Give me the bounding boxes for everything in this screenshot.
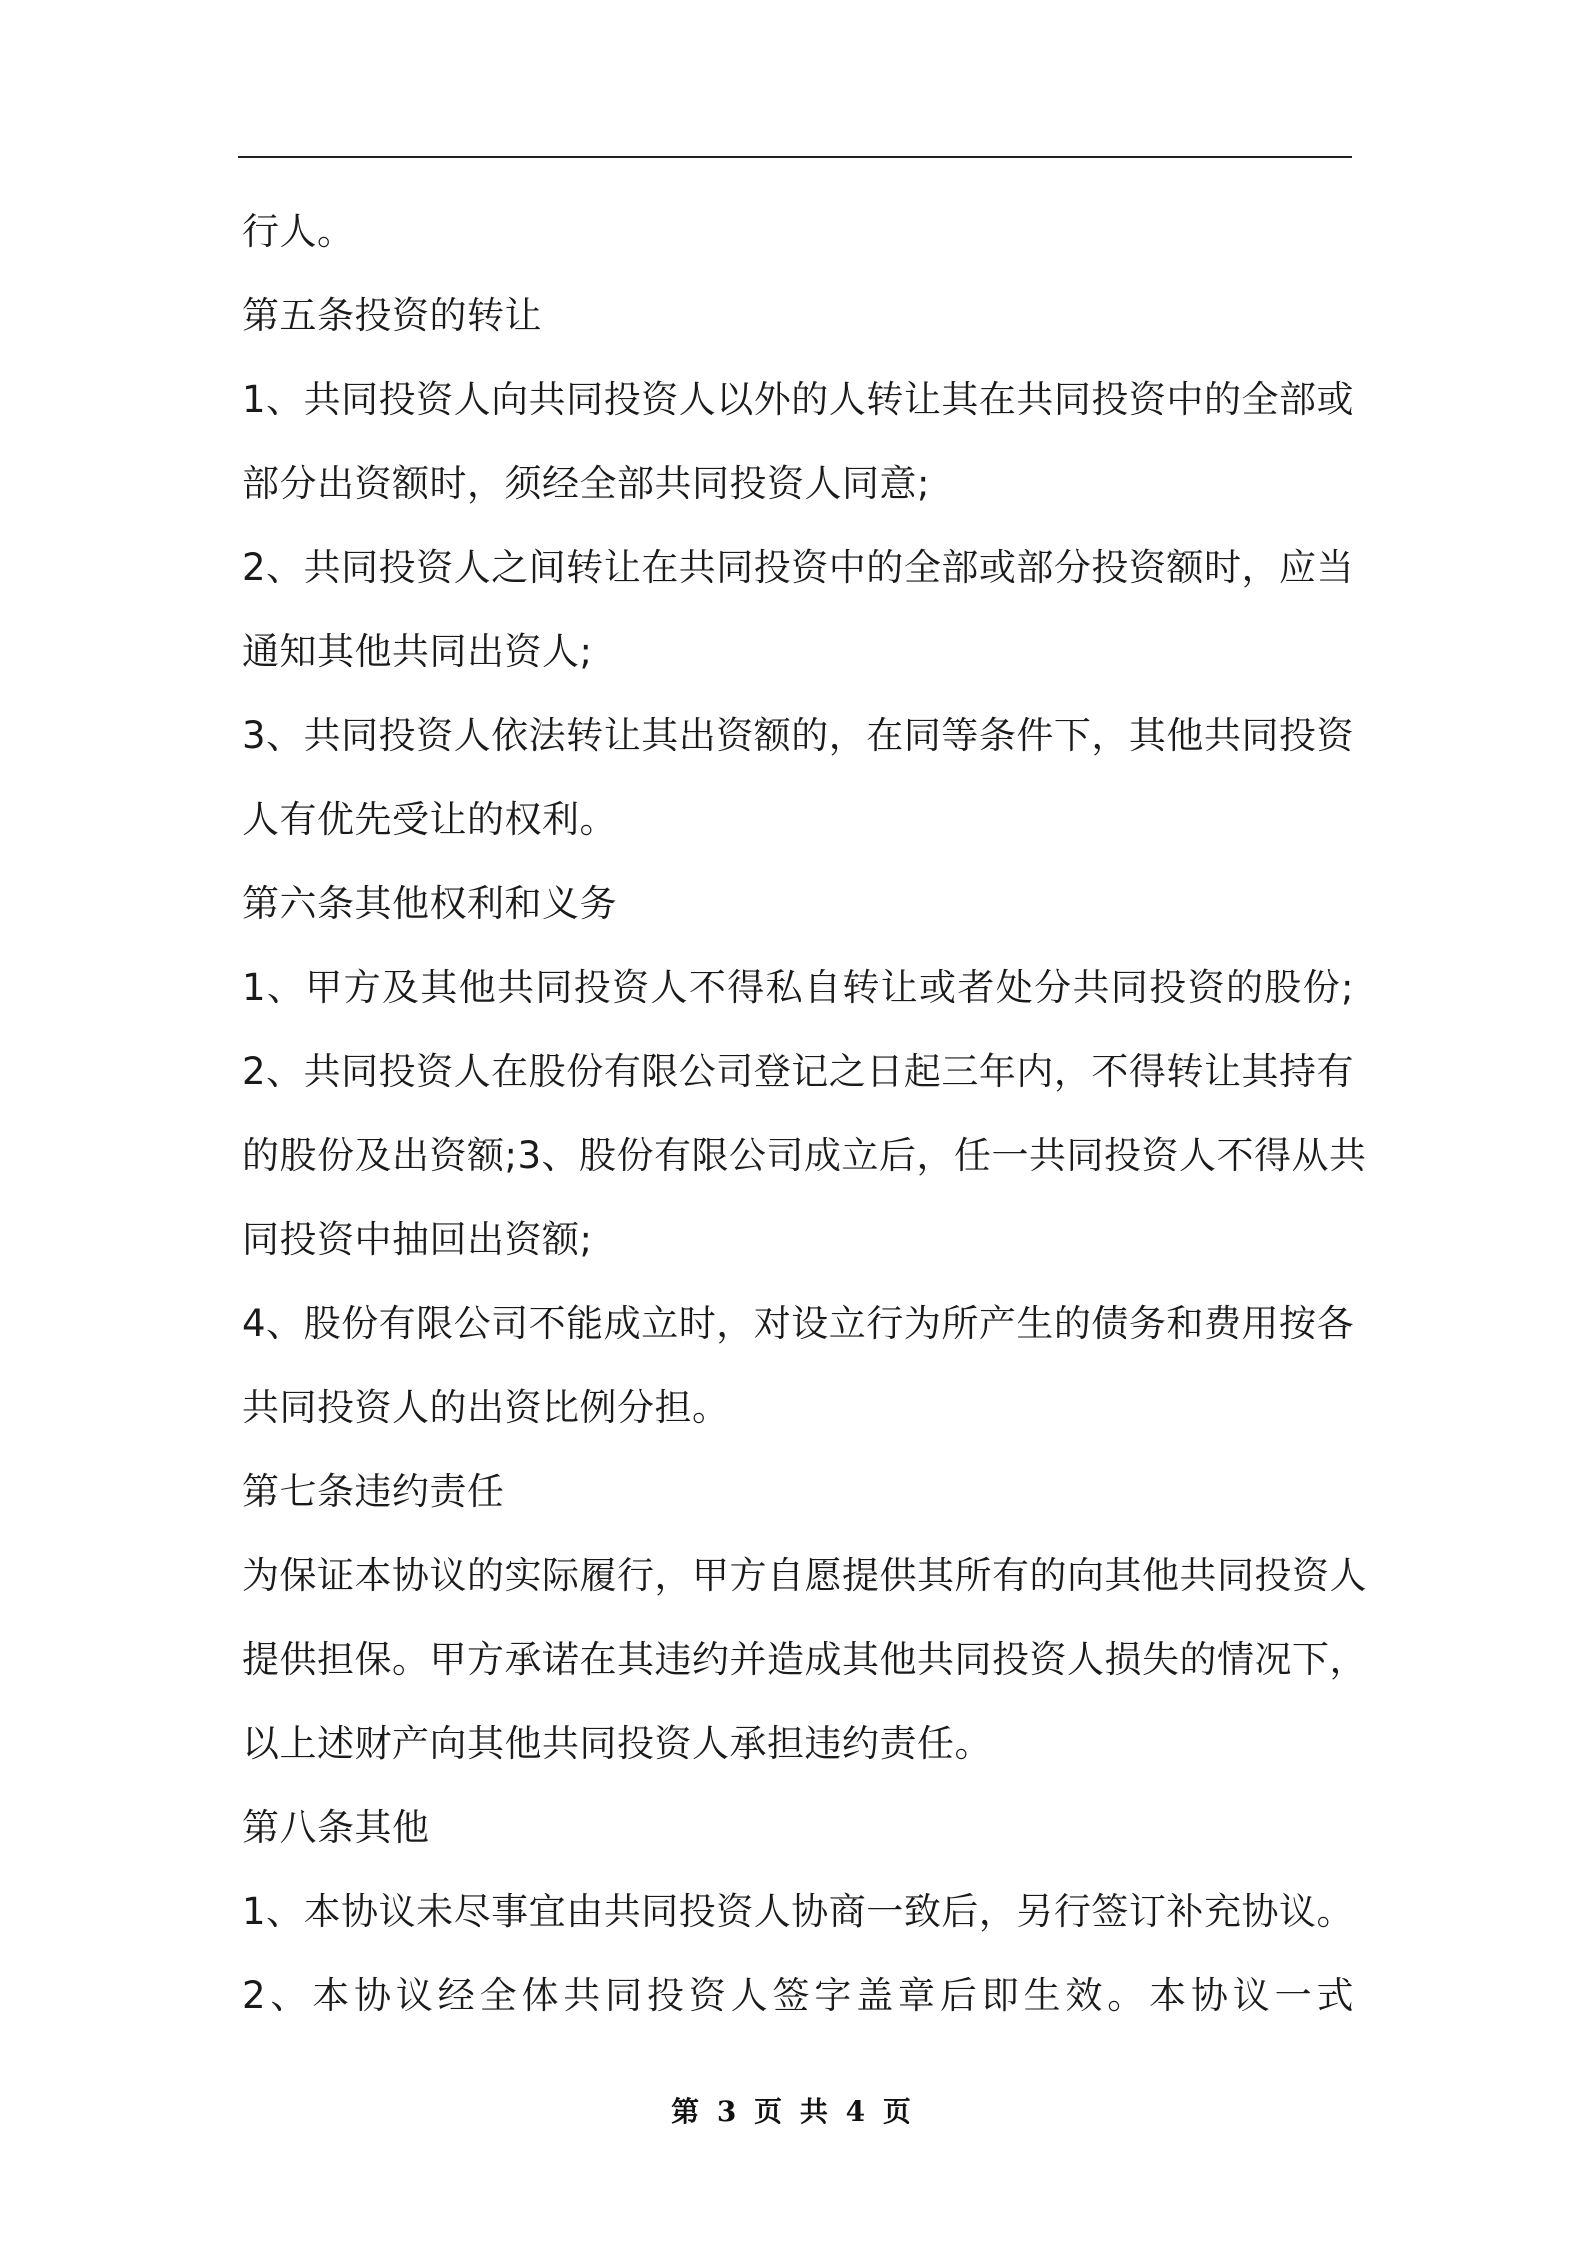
text-line: 为保证本协议的实际履行，甲方自愿提供其所有的向其他共同投资人 [242,1554,1367,1597]
text-line: 以上述财产向其他共同投资人承担违约责任。 [242,1722,992,1765]
header-divider [238,156,1352,158]
text-line: 4、股份有限公司不能成立时，对设立行为所产生的债务和费用按各 [242,1302,1354,1345]
text-line: 1、共同投资人向共同投资人以外的人转让其在共同投资中的全部或 [242,378,1354,421]
text-line: 人有优先受让的权利。 [242,798,617,841]
page-number-footer: 第 3 页 共 4 页 [671,2095,915,2128]
text-line: 1、甲方及其他共同投资人不得私自转让或者处分共同投资的股份; [242,966,1354,1009]
text-line: 共同投资人的出资比例分担。 [242,1386,730,1429]
text-line: 2、共同投资人之间转让在共同投资中的全部或部分投资额时，应当 [242,546,1354,589]
section-heading: 第五条投资的转让 [242,294,542,337]
text-line: 3、共同投资人依法转让其出资额的，在同等条件下，其他共同投资 [242,714,1354,757]
section-heading: 第六条其他权利和义务 [242,882,617,925]
text-line: 提供担保。甲方承诺在其违约并造成其他共同投资人损失的情况下， [242,1638,1367,1681]
text-line: 的股份及出资额;3、股份有限公司成立后，任一共同投资人不得从共 [242,1134,1367,1177]
text-line: 2、共同投资人在股份有限公司登记之日起三年内，不得转让其持有 [242,1050,1354,1093]
text-line: 通知其他共同出资人; [242,630,593,673]
section-heading: 第八条其他 [242,1806,430,1849]
section-heading: 第七条违约责任 [242,1470,505,1513]
text-line: 同投资中抽回出资额; [242,1218,593,1261]
text-line: 2、本协议经全体共同投资人签字盖章后即生效。本协议一式 [242,1974,1354,2017]
text-line: 行人。 [242,210,355,253]
text-line: 部分出资额时，须经全部共同投资人同意; [242,462,930,505]
text-line: 1、本协议未尽事宜由共同投资人协商一致后，另行签订补充协议。 [242,1890,1354,1933]
document-body [242,190,1367,2038]
